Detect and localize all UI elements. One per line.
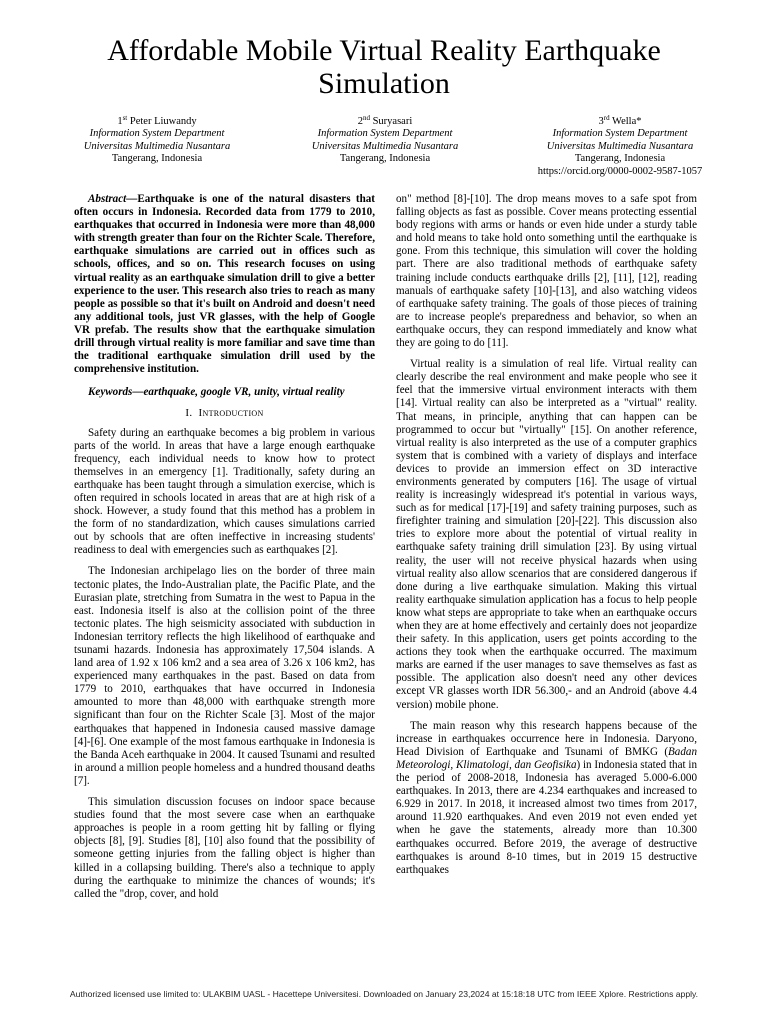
author-3-department: Information System Department: [552, 128, 688, 140]
paragraph: Virtual reality is a simulation of real life. Virtual reality can clearly describe the real environment and make people who see it feel that the immersive virtual environment interacts with them [14]. Virtual reality can also be interpreted as a "virtual" reality. That means, in principle, anything that can happen can be programmed to occur but "virtually" [15]. On another reference, virtual reality is also interpreted as the use of a computer graphics system that is combined with a variety of displays and interface devices to provide an immersion effect on 3D interactive environments generated by computers [16]. The usage of virtual reality is increasingly widespread it's potential in various ways, such as for medical [17]-[19] and safety training purposes, such as firefighter training and simulation [20]-[22]. This discussion also tries to explore more about the potential of virtual reality in earthquake safety training drill simulation [23]. By using virtual reality, the user will not receive physical hazards when using virtual reality also allow scenarios that are considered dangerous if done during a live earthquake simulation. Making this virtual reality earthquake simulation application has a focus to help people know what steps are appropriate to take when an earthquake occurs when they are at home effectively and certainly does not jeopardize their safety. In this application, users get points according to the actions they took when the earthquake occurred. The maximum marks are earned if the user manages to save themselves as fast as possible. The application also doesn't need any other devices except VR glasses worth IDR 56.300,- and an Android (above 4.4 version) mobile phone.: [396, 358, 697, 711]
author-1-city: Tangerang, Indonesia: [111, 153, 203, 165]
author-2: [292, 116, 478, 166]
paragraph: [396, 720, 697, 877]
author-3-city: Tangerang, Indonesia: [574, 153, 666, 165]
keywords: [74, 386, 375, 399]
paragraph-text-before: The main reason why this research happens because of the increase in earthquakes occurrence here in Indonesia. Daryono, Head Division of Earthquake and Tsunami of BMKG (: [396, 719, 697, 758]
paragraph: This simulation discussion focuses on indoor space because studies found that the most severe case when an earthquake approaches is people in a room getting hit by falling or flying objects [8], [9]. Studies [8], [10] also found that the possibility of someone getting injuries from the falling object is higher than killed in a collapsing building. There's also a technique to apply during the earthquake to minimize the chances of wounds; it's called the "drop, cover, and hold: [74, 796, 375, 900]
author-1-university: Universitas Multimedia Nusantara: [83, 140, 231, 152]
right-column: [396, 193, 697, 885]
author-2-name: Suryasari: [369, 116, 413, 127]
section-number: I.: [185, 407, 193, 420]
download-license-footer: Authorized licensed use limited to: ULAKBIM UASL - Hacettepe Universitesi. Downloaded on January 23,2024 at 15:18:18 UTC from IEEE Xplore. Restrictions apply.: [69, 989, 699, 999]
author-2-name-line: [292, 116, 478, 128]
author-2-department: Information System Department: [317, 128, 453, 140]
keywords-dash: —: [132, 386, 144, 399]
paragraph-text-after: ) in Indonesia stated that in the period of 2008-2018, Indonesia has averaged 5.000-6.000 earthquakes. In 2013, there are 4.234 earthquakes and increased to 6.929 in 2017. In 2018, it increased almost two times from 2017, around 11.920 earthquakes. And even 2019 not even ended yet when he gave the statements, already more than 10.300 earthquakes occurred. Before 2019, the average of destructive earthquakes is around 8-10 times, but in 2019 15 destructive earthquakes: [396, 758, 697, 876]
author-3-name-line: [520, 116, 720, 128]
abstract: [74, 193, 375, 376]
author-2-ordinal: 2: [357, 116, 363, 127]
paragraph-italic-term: Badan Meteorologi, Klimatologi, dan Geofisika: [396, 745, 697, 771]
author-2-city: Tangerang, Indonesia: [339, 153, 431, 165]
author-1-ordinal-suffix: st: [122, 114, 128, 122]
author-2-ordinal-suffix: nd: [362, 114, 370, 122]
author-3-ordinal-suffix: rd: [603, 114, 610, 122]
author-3: [520, 116, 720, 178]
author-2-university: Universitas Multimedia Nusantara: [311, 140, 459, 152]
paragraph: on" method [8]-[10]. The drop means moves to a safe spot from falling objects as fast as possible. Cover means protecting essential body regions with arms or hands or even hide under a sturdy table and hold means to take hold onto something until the earthquake is gone. From this technique, this simulation will cover the holding part. There are also traditional methods of earthquake safety training include conducts earthquake drills [2], [11], [12], reading manuals of earthquake safety [10]-[13], and also watching videos of earthquake safety training. The goals of those pieces of training are to increase people's preparedness and behavior, so when an earthquake occurs, they can respond immediately and know what they are going to do [11].: [396, 193, 697, 350]
abstract-dash: —: [126, 193, 138, 205]
keywords-label: Keywords: [88, 386, 133, 399]
author-3-university: Universitas Multimedia Nusantara: [546, 140, 694, 152]
author-block: [0, 116, 768, 182]
author-3-orcid-link[interactable]: https://orcid.org/0000-0002-9587-1057: [537, 165, 703, 177]
author-1: [64, 116, 250, 166]
left-column: [74, 193, 375, 909]
author-1-ordinal: 1: [117, 116, 123, 127]
author-1-name-line: [64, 116, 250, 128]
abstract-text: Earthquake is one of the natural disasters that often occurs in Indonesia. Recorded data from 1779 to 2010, earthquakes that occurred in Indonesia were more than 48,000 with strength greater than four on the Richter Scale. Therefore, earthquake simulations are carried out in offices such as schools, offices, and so on. This research focuses on using virtual reality as an earthquake simulation drill to give a better experience to the user. This research also tries to reach as many people as possible so that it's built on Android and doesn't need any additional tools, just VR glasses, with the help of Google VR prefab. The results show that the earthquake simulation drill through virtual reality is more familiar and save time than the traditional earthquake simulation drill used by the comprehensive institution.: [74, 193, 375, 376]
abstract-label: Abstract: [88, 193, 127, 205]
author-1-name: Peter Liuwandy: [127, 116, 197, 127]
keywords-text: earthquake, google VR, unity, virtual reality: [143, 386, 345, 399]
section-title: Introduction: [198, 407, 264, 420]
author-3-ordinal: 3: [598, 116, 604, 127]
author-3-name: Wella*: [609, 116, 642, 127]
paragraph: Safety during an earthquake becomes a big problem in various parts of the world. In areas that have a large enough earthquake frequency, each individual needs to know how to protect themselves in an emergency [1]. Traditionally, safety during an earthquake has been taught through a simulation exercise, which is often required in schools located in areas that are at high risk of a shock. However, a study found that this method has a problem in the form of no standardization, which causes simulations carried out by schools that are often ineffective in increasing students' readiness to deal with emergencies such as earthquakes [2].: [74, 426, 375, 557]
author-1-department: Information System Department: [89, 128, 225, 140]
paragraph: The Indonesian archipelago lies on the border of three main tectonic plates, the Indo-Australian plate, the Pacific Plate, and the Eurasian plate, stretching from Sumatra in the west to Papua in the east. Indonesia itself is also at the collision point of the three tectonic plates. The high seismicity associated with subduction in Indonesian territory reflects the high likelihood of earthquake and tsunami hazards. Indonesia has approximately 17,504 islands. A land area of 1.92 x 106 km2 and a sea area of 3.26 x 106 km2, has experienced many earthquakes in the past. Based on data from 1779 to 2010, earthquakes that have occurred in Indonesia amounted to more than 48,000 with earthquake strength more significant than four on the Richter Scale [3]. Most of the major earthquakes that happened in Indonesia caused massive damage [4]-[6]. One example of the most famous earthquake in Indonesia is the Banda Aceh earthquake in 2004. It caused Tsunami and resulted in around a million people homeless and a hundred thousand deaths [7].: [74, 565, 375, 787]
section-heading-introduction: [74, 407, 375, 420]
paper-title: Affordable Mobile Virtual Reality Earthquake Simulation: [107, 34, 661, 100]
